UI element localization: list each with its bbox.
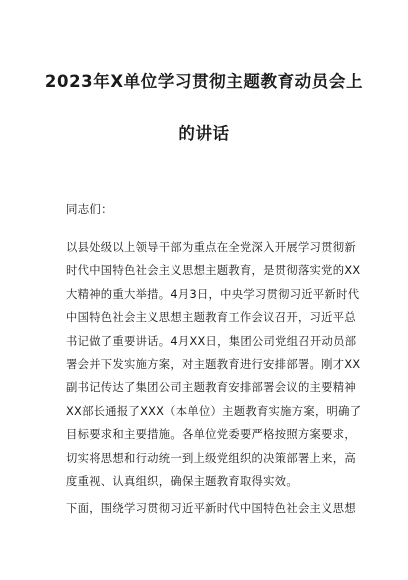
document-title-line-2: 的讲话: [178, 124, 230, 143]
paragraph-line: 副书记传达了集团公司主题教育安排部署会议的主要精神: [66, 381, 356, 395]
paragraph-line: 以县处级以上领导干部为重点在全党深入开展学习贯彻新: [66, 241, 356, 254]
paragraph-line: 下面，围绕学习贯彻习近平新时代中国特色社会主义思想: [66, 502, 356, 515]
paragraph-line: 中国特色社会主义思想主题教育工作会议召开，习近平总: [66, 311, 356, 325]
document-title-line-1: 2023年X单位学习贯彻主题教育动员会上: [44, 72, 364, 91]
paragraph-line: 大精神的重大举措。4月3日，中央学习贯彻习近平新时代: [66, 287, 360, 301]
paragraph-line: 目标要求和主要措施。各单位党委要严格按照方案要求，: [66, 428, 356, 442]
paragraph-line: 书记做了重要讲话。4月XX日，集团公司党组召开动员部: [66, 334, 357, 348]
paragraph-line: 署会并下发实施方案，对主题教育进行安排部署。刚才XX: [66, 358, 361, 372]
paragraph-line: 切实将思想和行动统一到上级党组织的决策部署上来，高: [66, 451, 356, 465]
paragraph-line: 度重视、认真组织，确保主题教育取得实效。: [66, 475, 298, 489]
salutation: 同志们：: [66, 202, 113, 216]
body-paragraph-2: [66, 497, 356, 520]
body-paragraph-1: [66, 236, 362, 493]
paragraph-line: 时代中国特色社会主义思想主题教育，是贯彻落实党的XX: [66, 264, 361, 278]
paragraph-line: XX部长通报了XXX（本单位）主题教育实施方案，明确了: [66, 404, 362, 418]
